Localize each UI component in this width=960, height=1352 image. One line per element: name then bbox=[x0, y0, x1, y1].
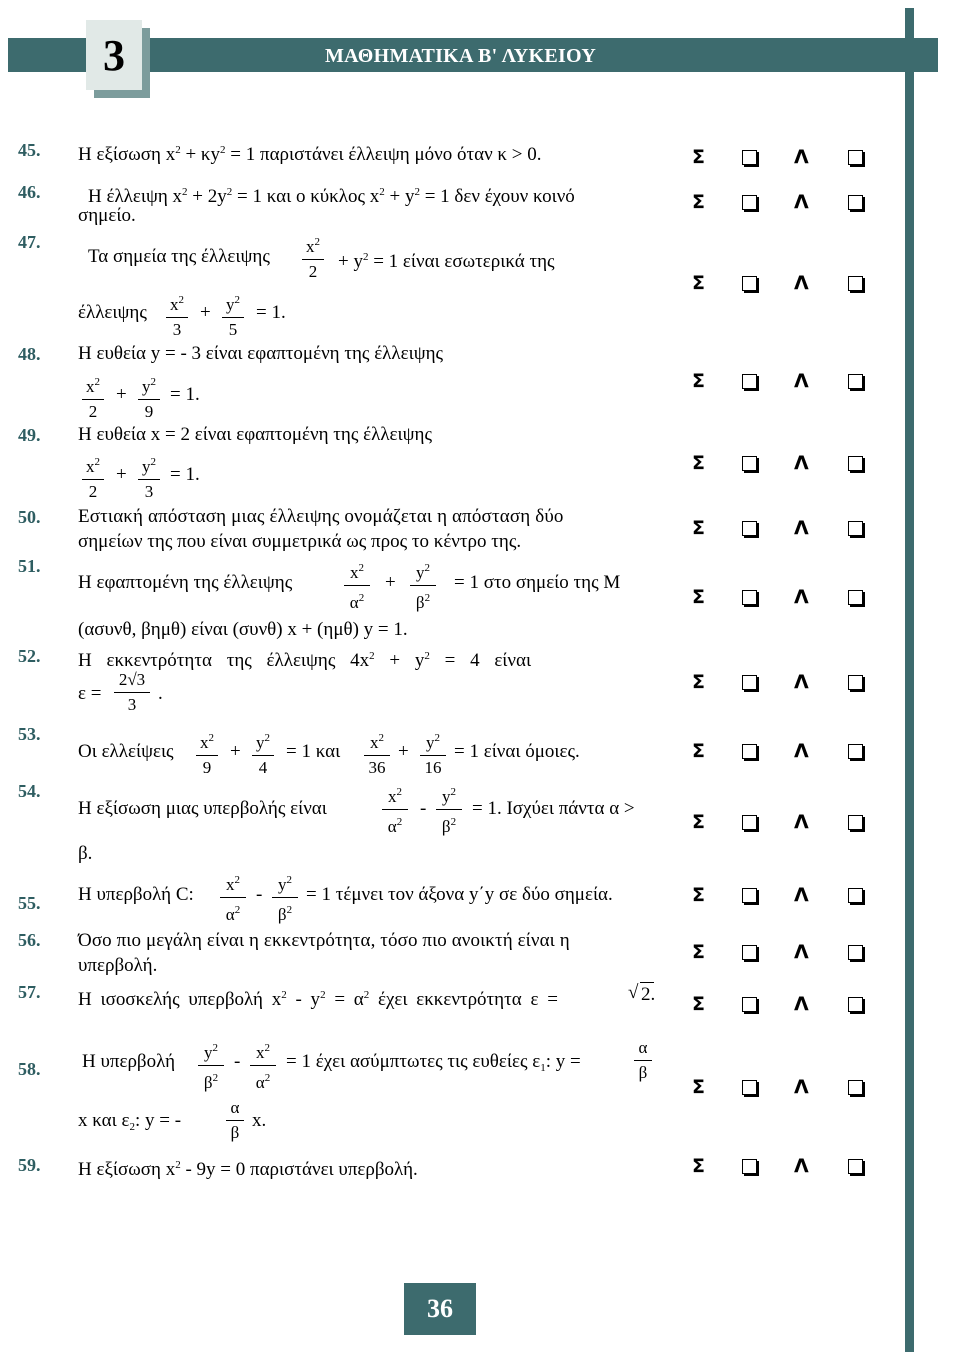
question-text: Η ευθεία x = 2 είναι εφαπτομένη της έλλειψης bbox=[78, 424, 432, 445]
fraction: $y^2$ $\beta^2$ bbox=[198, 1038, 224, 1093]
false-label: Λ bbox=[794, 586, 809, 608]
false-checkbox[interactable] bbox=[848, 675, 863, 690]
question-text: = 1 είναι όμοιες. bbox=[454, 741, 580, 762]
false-checkbox[interactable] bbox=[848, 1159, 863, 1174]
true-label: Σ bbox=[692, 191, 705, 213]
plus-sign: + bbox=[398, 741, 409, 762]
fraction: $x^2$ $\alpha^2$ bbox=[382, 782, 408, 837]
page-title: ΜΑΘΗΜΑΤΙΚΑ Β' ΛΥΚΕΙΟΥ bbox=[325, 45, 597, 67]
question-text-line2: έλλειψης bbox=[78, 302, 147, 323]
true-label: Σ bbox=[692, 811, 705, 833]
false-checkbox[interactable] bbox=[848, 276, 863, 291]
fraction: 2√3 3 bbox=[114, 670, 150, 715]
fraction: $y^2$ 4 bbox=[252, 728, 274, 778]
page-number: 36 bbox=[404, 1283, 476, 1335]
true-checkbox[interactable] bbox=[742, 374, 757, 389]
fraction: $x^2$ 2 bbox=[82, 452, 104, 502]
answer-options bbox=[690, 1155, 870, 1179]
false-checkbox[interactable] bbox=[848, 744, 863, 759]
true-label: Σ bbox=[692, 1076, 705, 1098]
false-label: Λ bbox=[794, 191, 809, 213]
question-text-line2: σημείων της που είναι συμμετρικά ως προς το κέντρο της. bbox=[78, 531, 522, 552]
false-label: Λ bbox=[794, 1076, 809, 1098]
question-number: 54. bbox=[18, 781, 41, 801]
right-vertical-bar bbox=[905, 8, 914, 1352]
question-text: = 1 τέμνει τον άξονα y΄y σε δύο σημεία. bbox=[306, 884, 613, 905]
question-number: 46. bbox=[18, 182, 41, 202]
false-checkbox[interactable] bbox=[848, 521, 863, 536]
false-label: Λ bbox=[794, 146, 809, 168]
plus-sign: + bbox=[385, 572, 396, 593]
question-text: 2. bbox=[641, 984, 656, 1005]
false-label: Λ bbox=[794, 811, 809, 833]
question-number: 49. bbox=[18, 425, 41, 445]
minus-sign: - bbox=[256, 884, 263, 905]
question-text: = 1 στο σημείο της Μ bbox=[454, 572, 621, 593]
answer-options bbox=[690, 811, 870, 835]
fraction: $y^2$ 3 bbox=[138, 452, 160, 502]
fraction: $y^2$ $\beta^2$ bbox=[410, 558, 436, 613]
question-number: 56. bbox=[18, 930, 41, 950]
answer-options bbox=[690, 586, 870, 610]
chapter-number: 3 bbox=[86, 20, 142, 90]
true-checkbox[interactable] bbox=[742, 1080, 757, 1095]
question-text: Τα σημεία της έλλειψης bbox=[88, 246, 270, 267]
question-text: = 1. bbox=[170, 384, 200, 405]
true-checkbox[interactable] bbox=[742, 521, 757, 536]
minus-sign: - bbox=[234, 1051, 241, 1072]
question-number: 58. bbox=[18, 1059, 41, 1079]
question-text: Η ευθεία y = - 3 είναι εφαπτομένη της έλλειψης bbox=[78, 343, 444, 364]
false-checkbox[interactable] bbox=[848, 590, 863, 605]
fraction: $x^2$ 36 bbox=[364, 728, 390, 778]
true-checkbox[interactable] bbox=[742, 815, 757, 830]
true-label: Σ bbox=[692, 884, 705, 906]
true-checkbox[interactable] bbox=[742, 1159, 757, 1174]
true-label: Σ bbox=[692, 452, 705, 474]
question-number: 55. bbox=[18, 893, 41, 913]
question-text-line2: (ασυνθ, βημθ) είναι (συνθ) x + (ημθ) y = 1. bbox=[78, 619, 408, 640]
true-checkbox[interactable] bbox=[742, 997, 757, 1012]
true-checkbox[interactable] bbox=[742, 945, 757, 960]
answer-options bbox=[690, 1076, 870, 1100]
false-checkbox[interactable] bbox=[848, 195, 863, 210]
answer-options bbox=[690, 370, 870, 394]
question-text: Η εκκεντρότητα της έλλειψης $4x^2 + y^2 = 4$ είναι bbox=[78, 650, 532, 671]
true-checkbox[interactable] bbox=[742, 675, 757, 690]
true-checkbox[interactable] bbox=[742, 590, 757, 605]
fraction: $y^2$ $\beta^2$ bbox=[436, 782, 462, 837]
question-number: 50. bbox=[18, 507, 41, 527]
fraction: α β bbox=[226, 1098, 244, 1143]
question-text-line2: β. bbox=[78, 843, 93, 864]
false-label: Λ bbox=[794, 884, 809, 906]
false-checkbox[interactable] bbox=[848, 1080, 863, 1095]
sqrt-symbol: √ bbox=[628, 982, 639, 1003]
fraction: $x^2$ 2 bbox=[302, 232, 324, 282]
question-text: = 1. bbox=[256, 302, 286, 323]
fraction: $x^2$ $\alpha^2$ bbox=[344, 558, 370, 613]
answer-options bbox=[690, 146, 870, 170]
question-text: = 1. Ισχύει πάντα α > bbox=[472, 798, 635, 819]
false-label: Λ bbox=[794, 517, 809, 539]
false-label: Λ bbox=[794, 941, 809, 963]
answer-options bbox=[690, 993, 870, 1017]
true-label: Σ bbox=[692, 586, 705, 608]
false-label: Λ bbox=[794, 370, 809, 392]
question-number: 45. bbox=[18, 140, 41, 160]
question-text: Όσο πιο μεγάλη είναι η εκκεντρότητα, τόσο πιο ανοικτή είναι η bbox=[78, 930, 570, 951]
fraction: $x^2$ $\alpha^2$ bbox=[250, 1038, 276, 1093]
fraction: $y^2$ $\beta^2$ bbox=[272, 870, 298, 925]
answer-options bbox=[690, 740, 870, 764]
question-text: = 1 και bbox=[286, 741, 341, 762]
false-label: Λ bbox=[794, 272, 809, 294]
question-text: Η εξίσωση $x^2 + \kappa y^2 = 1$ παριστάνει έλλειψη μόνο όταν κ > 0. bbox=[78, 144, 542, 165]
true-checkbox[interactable] bbox=[742, 888, 757, 903]
fraction: $x^2$ 3 bbox=[166, 290, 188, 340]
answer-options bbox=[690, 941, 870, 965]
question-text: Οι ελλείψεις bbox=[78, 741, 174, 762]
false-checkbox[interactable] bbox=[848, 888, 863, 903]
fraction: $y^2$ 9 bbox=[138, 372, 160, 422]
answer-options bbox=[690, 452, 870, 476]
question-text: Η εφαπτομένη της έλλειψης bbox=[78, 572, 293, 593]
minus-sign: - bbox=[420, 798, 427, 819]
answer-options bbox=[690, 272, 870, 296]
question-text: + $y^2 = 1$ είναι εσωτερικά της bbox=[338, 251, 555, 272]
fraction: $y^2$ 16 bbox=[420, 728, 446, 778]
question-text: Η εξίσωση $x^2 - 9y = 0$ παριστάνει υπερβολή. bbox=[78, 1159, 418, 1180]
question-text-line2: σημείο. bbox=[78, 205, 136, 226]
true-label: Σ bbox=[692, 272, 705, 294]
plus-sign: + bbox=[230, 741, 241, 762]
question-text-line2: υπερβολή. bbox=[78, 955, 158, 976]
false-checkbox[interactable] bbox=[848, 945, 863, 960]
sqrt-overline bbox=[640, 982, 654, 983]
true-checkbox[interactable] bbox=[742, 150, 757, 165]
false-checkbox[interactable] bbox=[848, 374, 863, 389]
true-label: Σ bbox=[692, 1155, 705, 1177]
question-text: Εστιακή απόσταση μιας έλλειψης ονομάζεται η απόσταση δύο bbox=[78, 506, 564, 527]
false-checkbox[interactable] bbox=[848, 150, 863, 165]
true-label: Σ bbox=[692, 671, 705, 693]
true-label: Σ bbox=[692, 993, 705, 1015]
false-checkbox[interactable] bbox=[848, 997, 863, 1012]
fraction: α β bbox=[634, 1038, 652, 1083]
question-text-line2: x και $\varepsilon_2$: y = - bbox=[78, 1110, 182, 1133]
true-checkbox[interactable] bbox=[742, 276, 757, 291]
false-checkbox[interactable] bbox=[848, 456, 863, 471]
question-number: 47. bbox=[18, 232, 41, 252]
true-checkbox[interactable] bbox=[742, 195, 757, 210]
false-label: Λ bbox=[794, 993, 809, 1015]
true-label: Σ bbox=[692, 146, 705, 168]
question-number: 57. bbox=[18, 982, 41, 1002]
question-text: Η έλλειψη $x^2 + 2y^2 = 1$ και ο κύκλος $x^2 + y^2 = 1$ δεν έχουν κοινό bbox=[88, 186, 575, 207]
false-label: Λ bbox=[794, 452, 809, 474]
true-label: Σ bbox=[692, 740, 705, 762]
true-label: Σ bbox=[692, 941, 705, 963]
fraction: $x^2$ $\alpha^2$ bbox=[220, 870, 246, 925]
question-text: Η υπερβολή bbox=[82, 1051, 176, 1072]
question-text: Η υπερβολή C: bbox=[78, 884, 194, 905]
fraction: $y^2$ 5 bbox=[222, 290, 244, 340]
question-number: 48. bbox=[18, 344, 41, 364]
true-label: Σ bbox=[692, 517, 705, 539]
question-text: = 1. bbox=[170, 464, 200, 485]
answer-options bbox=[690, 884, 870, 908]
answer-options bbox=[690, 517, 870, 541]
false-label: Λ bbox=[794, 1155, 809, 1177]
plus-sign: + bbox=[200, 302, 211, 323]
question-number: 52. bbox=[18, 646, 41, 666]
question-number: 53. bbox=[18, 724, 41, 744]
question-text: Η εξίσωση μιας υπερβολής είναι bbox=[78, 798, 327, 819]
true-label: Σ bbox=[692, 370, 705, 392]
plus-sign: + bbox=[116, 464, 127, 485]
answer-options bbox=[690, 671, 870, 695]
question-text: x. bbox=[252, 1110, 267, 1131]
false-checkbox[interactable] bbox=[848, 815, 863, 830]
answer-options bbox=[690, 191, 870, 215]
question-text-line2: ε = bbox=[78, 683, 102, 704]
false-label: Λ bbox=[794, 740, 809, 762]
plus-sign: + bbox=[116, 384, 127, 405]
question-text: Η ισοσκελής υπερβολή $x^2 - y^2 = \alpha^2$ έχει εκκεντρότητα ε = bbox=[78, 989, 558, 1010]
true-checkbox[interactable] bbox=[742, 744, 757, 759]
question-number: 59. bbox=[18, 1155, 41, 1175]
true-checkbox[interactable] bbox=[742, 456, 757, 471]
question-text: . bbox=[158, 683, 163, 704]
question-number: 51. bbox=[18, 556, 41, 576]
question-text: = 1 έχει ασύμπτωτες τις ευθείες $\varepsilon_1$: y = bbox=[286, 1051, 581, 1074]
fraction: $x^2$ 2 bbox=[82, 372, 104, 422]
fraction: $x^2$ 9 bbox=[196, 728, 218, 778]
false-label: Λ bbox=[794, 671, 809, 693]
